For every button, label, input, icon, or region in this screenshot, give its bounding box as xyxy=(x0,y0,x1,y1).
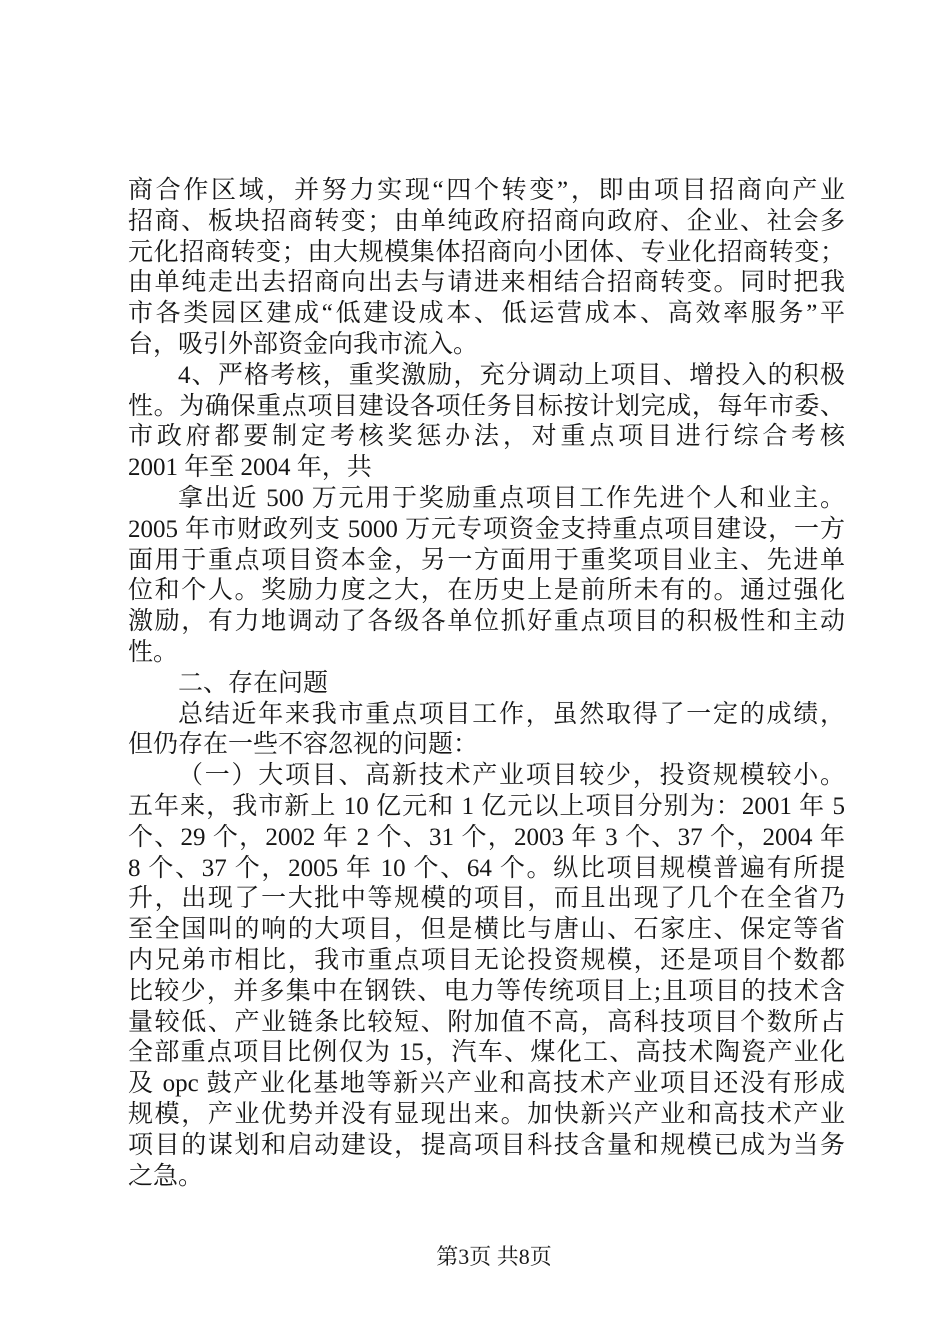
paragraph xyxy=(128,176,845,361)
document-line: 项目的谋划和启动建设，提高项目科技含量和规模已成为当务 xyxy=(128,1131,845,1159)
document-line: 规模，产业优势并没有显现出来。加快新兴产业和高技术产业 xyxy=(128,1100,845,1128)
document-line: 五年来，我市新上 10 亿元和 1 亿元以上项目分别为：2001 年 5 xyxy=(128,792,845,820)
document-line: 元化招商转变；由大规模集体招商向小团体、专业化招商转变； xyxy=(128,238,845,266)
document-line: 4、严格考核，重奖激励，充分调动上项目、增投入的积极 xyxy=(178,361,845,389)
page-number-label: 第3页 共8页 xyxy=(436,1244,552,1269)
document-line: 总结近年来我市重点项目工作，虽然取得了一定的成绩， xyxy=(178,700,845,728)
paragraph xyxy=(128,361,845,484)
document-body xyxy=(128,176,845,1192)
document-line: 招商、板块招商转变；由单纯政府招商向政府、企业、社会多 xyxy=(128,207,845,235)
document-line: 性。 xyxy=(128,638,179,666)
document-line: 市各类园区建成“低建设成本、低运营成本、高效率服务”平 xyxy=(128,300,845,328)
document-line: 但仍存在一些不容忽视的问题： xyxy=(128,731,479,759)
document-line: 之急。 xyxy=(128,1162,204,1190)
document-line: 内兄弟市相比，我市重点项目无论投资规模，还是项目个数都 xyxy=(128,946,845,974)
document-line: 性。为确保重点项目建设各项任务目标按计划完成，每年市委、 xyxy=(128,392,845,420)
document-line: 位和个人。奖励力度之大，在历史上是前所未有的。通过强化 xyxy=(128,577,845,605)
document-line: 2005 年市财政列支 5000 万元专项资金支持重点项目建设，一方 xyxy=(128,515,845,543)
document-line: 全部重点项目比例仅为 15，汽车、煤化工、高技术陶瓷产业化 xyxy=(128,1039,845,1067)
document-line: 比较少，并多集中在钢铁、电力等传统项目上;且项目的技术含 xyxy=(128,977,845,1005)
paragraph xyxy=(128,761,845,1192)
document-line: 至全国叫的响的大项目，但是横比与唐山、石家庄、保定等省 xyxy=(128,916,845,944)
document-line: 市政府都要制定考核奖惩办法，对重点项目进行综合考核 xyxy=(128,423,845,451)
document-line: 商合作区域，并努力实现“四个转变”，即由项目招商向产业 xyxy=(128,177,845,204)
document-line: 8 个、37 个，2005 年 10 个、64 个。纵比项目规模普遍有所提 xyxy=(128,854,845,882)
document-line: 个、29 个，2002 年 2 个、31 个，2003 年 3 个、37 个，2004 年 xyxy=(128,823,845,851)
document-line: （一）大项目、高新技术产业项目较少，投资规模较小。 xyxy=(178,762,845,790)
document-line: 升，出现了一大批中等规模的项目，而且出现了几个在全省乃 xyxy=(128,885,845,913)
page-footer xyxy=(128,1240,860,1271)
document-line: 量较低、产业链条比较短、附加值不高，高科技项目个数所占 xyxy=(128,1008,845,1036)
document-line: 拿出近 500 万元用于奖励重点项目工作先进个人和业主。 xyxy=(178,484,845,512)
document-line: 激励，有力地调动了各级各单位抓好重点项目的积极性和主动 xyxy=(128,608,845,636)
paragraph xyxy=(128,700,845,762)
document-line: 及 opc 鼓产业化基地等新兴产业和高技术产业项目还没有形成 xyxy=(128,1070,845,1098)
document-line: 二、存在问题 xyxy=(178,669,329,697)
document-line: 由单纯走出去招商向出去与请进来相结合招商转变。同时把我 xyxy=(128,269,845,297)
paragraph xyxy=(128,669,845,700)
document-line: 面用于重点项目资本金，另一方面用于重奖项目业主、先进单 xyxy=(128,546,845,574)
paragraph xyxy=(128,484,845,669)
document-line: 台，吸引外部资金向我市流入。 xyxy=(128,330,479,358)
document-line: 2001 年至 2004 年，共 xyxy=(128,454,372,482)
